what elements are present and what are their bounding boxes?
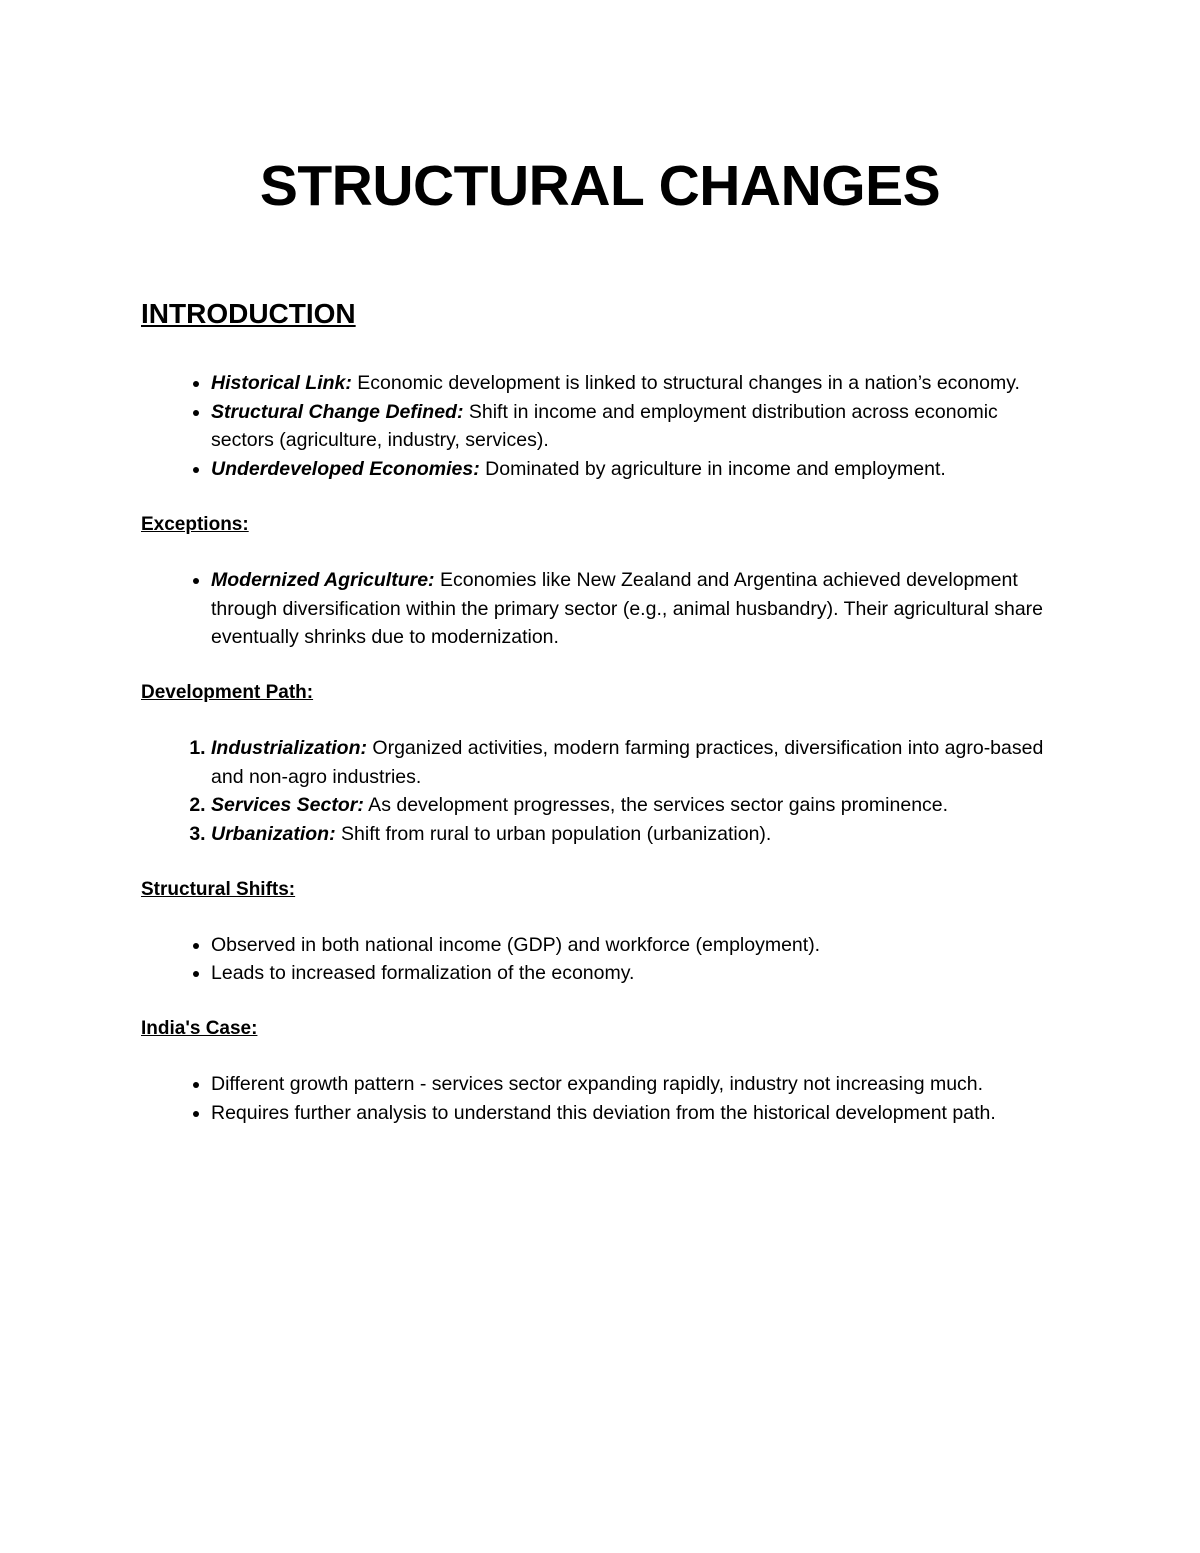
list-item	[211, 455, 1061, 484]
item-text: Shift from rural to urban population (urbanization).	[335, 823, 772, 846]
term-label: Modernized Agriculture:	[211, 568, 435, 591]
exceptions-heading: Exceptions:	[141, 513, 249, 535]
list-item: • Observed in both national income (GDP) and workforce (employment).	[211, 931, 1061, 960]
list-item	[211, 820, 1061, 849]
item-text: Organized activities, modern farming practices, diversification into agro-based and non-agro industries.	[211, 736, 1044, 788]
term-label: Underdeveloped Economies:	[211, 458, 480, 481]
list-item: • Different growth pattern - services sector expanding rapidly, industry not increasing much.	[211, 1070, 1061, 1099]
introduction-heading: INTRODUCTION	[141, 298, 356, 329]
list-item: • Requires further analysis to understand this deviation from the historical development path.	[211, 1099, 1061, 1128]
list-item	[211, 791, 1061, 820]
term-label: Industrialization:	[211, 736, 367, 759]
list-item	[211, 734, 1061, 791]
exceptions-list	[141, 566, 1061, 652]
term-label: Urbanization:	[211, 823, 336, 846]
document-body	[141, 295, 1061, 1154]
item-text: As development progresses, the services sector gains prominence.	[363, 794, 949, 817]
item-text: Economies like New Zealand and Argentina achieved development through diversification within the primary sector (e.g., animal husbandry). Their agricultural share eventually shrinks due to modernization.	[211, 568, 1044, 649]
term-label: Historical Link:	[211, 372, 352, 394]
list-item: • Leads to increased formalization of the economy.	[211, 959, 1061, 988]
list-item	[211, 566, 1061, 652]
item-text: Dominated by agriculture in income and employment.	[479, 458, 946, 481]
indias-case-heading: India's Case:	[141, 1018, 258, 1040]
document-title: STRUCTURAL CHANGES	[259, 154, 941, 218]
indias-case-list	[141, 1070, 1061, 1127]
development-path-heading: Development Path:	[141, 681, 314, 703]
structural-shifts-list	[141, 931, 1061, 988]
term-label: Services Sector:	[211, 794, 364, 817]
item-text: Economic development is linked to structural changes in a nation’s economy.	[351, 372, 1020, 394]
term-label: Structural Change Defined:	[211, 400, 464, 423]
item-text: Shift in income and employment distribution across economic sectors (agriculture, industry, services).	[211, 400, 998, 452]
introduction-list	[141, 369, 1061, 484]
list-item	[211, 398, 1061, 455]
list-item	[211, 369, 1061, 398]
structural-shifts-heading: Structural Shifts:	[141, 878, 296, 900]
development-path-list	[141, 734, 1061, 849]
